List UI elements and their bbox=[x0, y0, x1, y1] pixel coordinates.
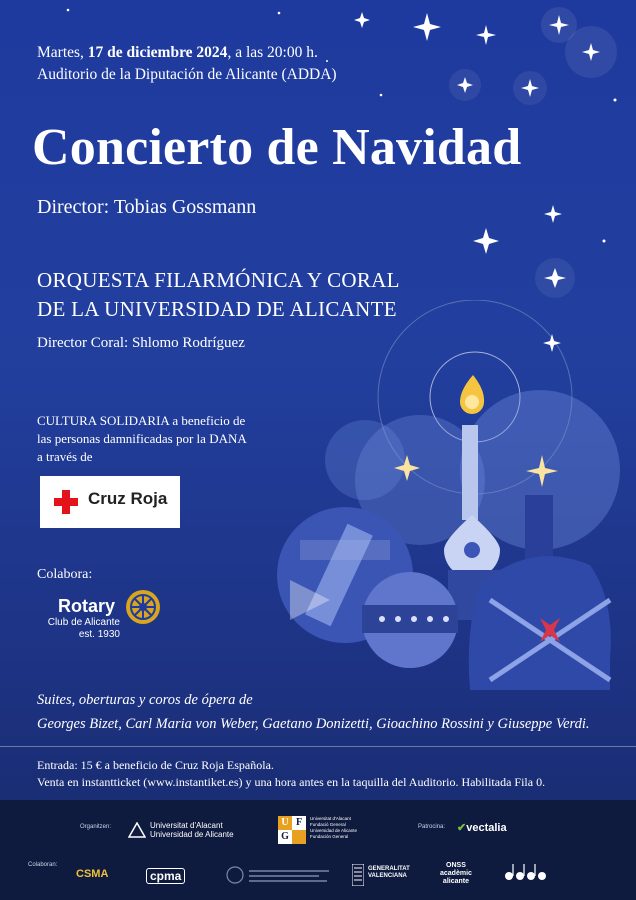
candle-body bbox=[462, 425, 478, 520]
cruz-roja-label: Cruz Roja bbox=[88, 489, 168, 508]
director: Director: Tobias Gossmann bbox=[37, 196, 257, 218]
cultura-solidaria-text: CULTURA SOLIDARIA a beneficio de las personas damnificadas por la DANA a través de bbox=[37, 413, 247, 464]
organizan-label: Organitzen: bbox=[80, 824, 112, 830]
orchestra-name: ORQUESTA FILARMÓNICA Y CORAL DE LA UNIVERSIDAD DE ALICANTE bbox=[37, 268, 400, 321]
red-cross-icon bbox=[54, 490, 78, 514]
generalitat-logo-text: GENERALITAT VALENCIANA bbox=[368, 866, 410, 879]
patrocina-label: Patrocina: bbox=[418, 824, 446, 830]
generalitat-logo-icon bbox=[352, 864, 364, 886]
candle-flame-core bbox=[465, 395, 479, 409]
star-icon bbox=[413, 13, 441, 41]
background-disc bbox=[325, 420, 405, 500]
page-title: Concierto de Navidad bbox=[32, 119, 522, 176]
star-icon bbox=[473, 228, 499, 254]
vectalia-logo: ✔vectalia bbox=[457, 822, 507, 834]
star-icon bbox=[354, 12, 370, 28]
star-dot bbox=[614, 99, 617, 102]
ufg-logo-text: Universitat d'Alacant Fundació General Universidad de Alicante Fundación General bbox=[310, 816, 358, 839]
candle-drop-hole bbox=[464, 542, 480, 558]
conservatorio-logo-icon bbox=[225, 862, 335, 888]
ufg-logo-icon: U F G bbox=[278, 816, 306, 844]
rotary-name: Rotary bbox=[58, 596, 116, 616]
christmas-illustration bbox=[270, 300, 636, 700]
cpma-logo: cpma bbox=[146, 868, 185, 884]
ticket-info: Entrada: 15 € a beneficio de Cruz Roja Española. Venta en instantticket (www.instantiket.es) y una hora antes en la taquilla del Auditorio. Habilitada Fila 0. bbox=[37, 758, 546, 789]
star-dot bbox=[603, 240, 606, 243]
ona-academic-logo: ONSS acadèmic alicante bbox=[440, 862, 472, 885]
divider bbox=[0, 746, 636, 747]
rotary-subtitle: Club de Alicante est. 1930 bbox=[47, 617, 120, 640]
csma-logo: CSMA bbox=[76, 868, 109, 880]
colabora-label: Colabora: bbox=[37, 567, 93, 582]
sponsor-footer bbox=[0, 800, 636, 900]
ua-logo-text: Universitat d'Alacant Universidad de Alicante bbox=[150, 821, 234, 839]
star-dot bbox=[380, 94, 383, 97]
cruz-roja-logo bbox=[40, 476, 180, 528]
program-composers: Georges Bizet, Carl Maria von Weber, Gaetano Donizetti, Gioachino Rossini y Giuseppe Verdi. bbox=[37, 716, 590, 732]
star-dot bbox=[67, 9, 70, 12]
event-datetime: Martes, 17 de diciembre 2024, a las 20:00 h. Auditorio de la Diputación de Alicante (ADDA) bbox=[37, 44, 337, 83]
venue: Auditorio de la Diputación de Alicante (ADDA) bbox=[37, 66, 337, 83]
ua-logo-icon bbox=[128, 822, 146, 838]
star-dot bbox=[278, 12, 281, 15]
star-icon bbox=[544, 205, 562, 223]
choral-director: Director Coral: Shlomo Rodríguez bbox=[37, 335, 245, 351]
program-intro: Suites, oberturas y coros de ópera de bbox=[37, 692, 253, 708]
colaboran-label: Colaboran: bbox=[28, 862, 58, 868]
rotary-wheel-icon bbox=[124, 588, 162, 626]
star-icon bbox=[476, 25, 496, 45]
music-notes-logo-icon bbox=[503, 862, 547, 884]
